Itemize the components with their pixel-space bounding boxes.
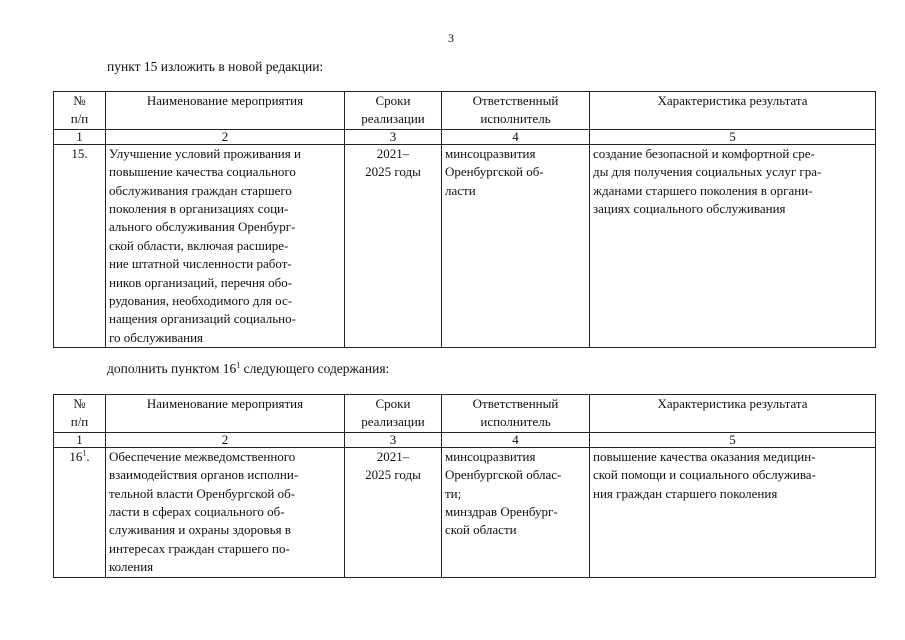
- row-number: 15.: [54, 144, 106, 347]
- column-number-row: [54, 129, 876, 144]
- row-result: повышение качества оказания медицин- ской помощи и социального обслужива- ния граждан старшего поколения: [590, 447, 876, 577]
- header-name: Наименование мероприятия: [106, 92, 345, 130]
- column-number: 4: [442, 129, 590, 144]
- header-no: № п/п: [54, 92, 106, 130]
- section2-intro-superscript: 1: [236, 360, 241, 370]
- header-no: № п/п: [54, 395, 106, 433]
- header-result: Характеристика результата: [590, 395, 876, 433]
- table-row: [54, 144, 876, 347]
- row-term: 2021– 2025 годы: [345, 144, 442, 347]
- row-term: 2021– 2025 годы: [345, 447, 442, 577]
- column-number: 3: [345, 129, 442, 144]
- section2-intro-tail: следующего содержания:: [240, 361, 390, 376]
- section1-table: [53, 91, 876, 348]
- row-number-superscript: 1: [82, 448, 87, 458]
- row-name: Улучшение условий проживания и повышение качества социального обслуживания граждан старшего поколения в организациях соци- ального обслуживания Оренбург- ской области, включая расшире- ние штатной численности работ- ников организаций, перечня обо- рудования, необходимого для ос- нащения организаций социально- го обслуживания: [106, 144, 345, 347]
- row-number-base: 16: [69, 448, 83, 464]
- column-number: 5: [590, 432, 876, 447]
- column-number: 5: [590, 129, 876, 144]
- header-result: Характеристика результата: [590, 92, 876, 130]
- column-number: 3: [345, 432, 442, 447]
- column-number: 2: [106, 129, 345, 144]
- header-term: Сроки реализации: [345, 92, 442, 130]
- row-responsible: минсоцразвития Оренбургской об- ласти: [442, 144, 590, 347]
- row-responsible: минсоцразвития Оренбургской облас- ти; минздрав Оренбург- ской области: [442, 447, 590, 577]
- column-number: 1: [54, 129, 106, 144]
- section2-intro: [107, 361, 389, 377]
- header-term: Сроки реализации: [345, 395, 442, 433]
- table-row: [54, 447, 876, 577]
- row-number-suffix: .: [86, 448, 90, 464]
- row-number: [54, 447, 106, 577]
- section2-table: [53, 394, 876, 578]
- row-result: создание безопасной и комфортной сре- ды для получения социальных услуг гра- жданами старшего поколения в органи- зациях социального обслуживания: [590, 144, 876, 347]
- column-number: 1: [54, 432, 106, 447]
- column-number-row: [54, 432, 876, 447]
- table-header-row: [54, 92, 876, 130]
- row-name: Обеспечение межведомственного взаимодействия органов исполни- тельной власти Оренбургской об- ласти в сферах социального об- служивания и охраны здоровья в интересах граждан старшего по- коления: [106, 447, 345, 577]
- section1-intro: пункт 15 изложить в новой редакции:: [107, 59, 324, 74]
- section2-intro-text: дополнить пунктом 16: [107, 361, 237, 376]
- table-header-row: [54, 395, 876, 433]
- column-number: 4: [442, 432, 590, 447]
- header-name: Наименование мероприятия: [106, 395, 345, 433]
- column-number: 2: [106, 432, 345, 447]
- header-responsible: Ответственный исполнитель: [442, 92, 590, 130]
- header-responsible: Ответственный исполнитель: [442, 395, 590, 433]
- page-number: 3: [448, 31, 454, 45]
